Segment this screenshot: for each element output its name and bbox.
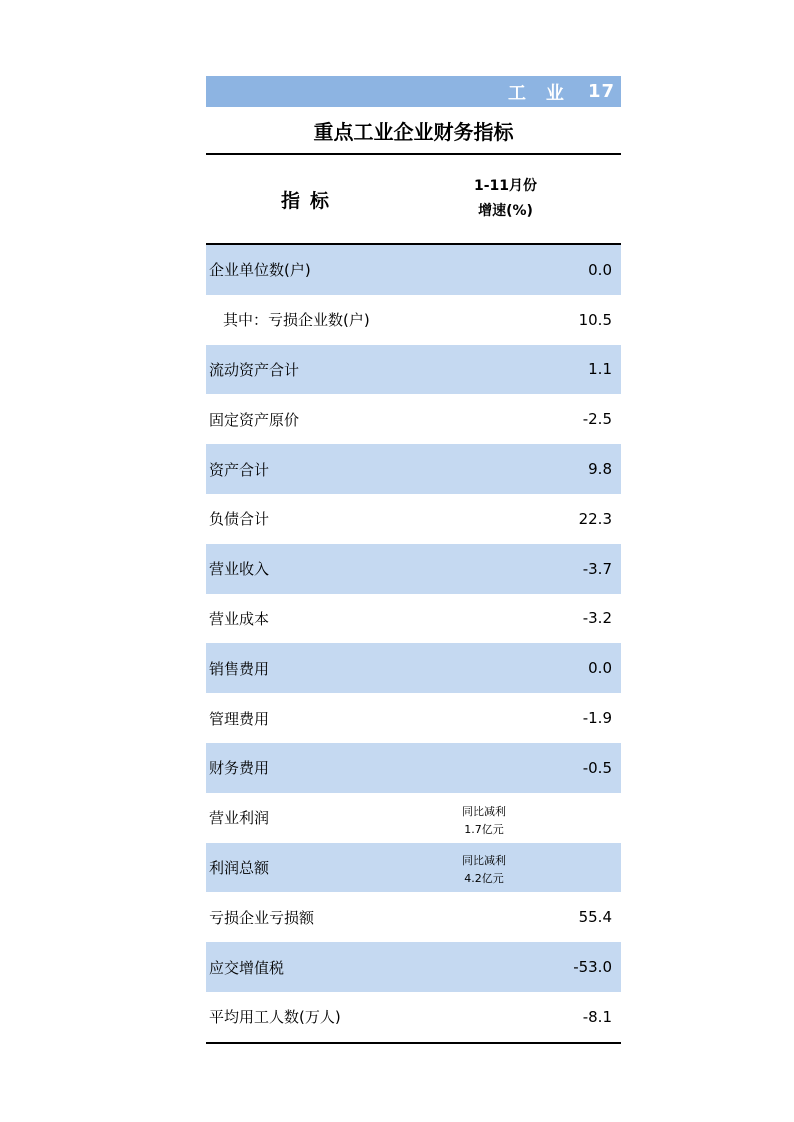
row-note <box>399 793 569 843</box>
row-note <box>399 843 569 893</box>
table-row <box>206 643 621 693</box>
row-name: 平均用工人数(万人) <box>209 1008 341 1027</box>
row-note-line1: 同比减利 <box>462 804 506 818</box>
period-column-header <box>402 155 609 243</box>
row-value: -1.9 <box>582 709 612 728</box>
section-header-band <box>206 76 621 107</box>
section-label: 工业 <box>507 82 584 104</box>
row-name: 应交增值税 <box>209 958 285 977</box>
row-name: 其中：亏损企业数(户) <box>223 311 370 330</box>
row-value: -3.2 <box>582 609 612 628</box>
table-row <box>206 942 621 992</box>
table-row <box>206 295 621 345</box>
row-value: 9.8 <box>588 460 612 479</box>
row-value: 10.5 <box>578 310 612 329</box>
table-body <box>206 245 621 1044</box>
row-name: 管理费用 <box>209 709 270 728</box>
table-row <box>206 345 621 395</box>
table-row <box>206 693 621 743</box>
row-name: 利润总额 <box>209 858 270 877</box>
row-value: 0.0 <box>588 659 612 678</box>
table-row <box>206 394 621 444</box>
table-row <box>206 444 621 494</box>
row-note-line2: 4.2亿元 <box>464 872 504 886</box>
table-header <box>206 155 621 245</box>
row-name: 负债合计 <box>209 510 270 529</box>
table-row <box>206 843 621 893</box>
table-row <box>206 594 621 644</box>
table-row <box>206 793 621 843</box>
table-row <box>206 892 621 942</box>
page-number: 17 <box>587 81 615 102</box>
row-name: 营业利润 <box>209 809 270 828</box>
row-note-line2: 1.7亿元 <box>464 822 504 836</box>
row-name: 财务费用 <box>209 759 270 778</box>
row-value: -3.7 <box>582 559 612 578</box>
row-value: 1.1 <box>588 360 612 379</box>
table-row <box>206 544 621 594</box>
row-value: -53.0 <box>573 958 612 977</box>
row-value: -0.5 <box>582 758 612 777</box>
row-name: 亏损企业亏损额 <box>209 908 315 927</box>
row-note-line1: 同比减利 <box>462 854 506 868</box>
table-row <box>206 245 621 295</box>
row-name: 营业收入 <box>209 560 270 579</box>
table-row <box>206 743 621 793</box>
report-page <box>206 76 621 1044</box>
row-name: 流动资产合计 <box>209 360 300 379</box>
row-name: 销售费用 <box>209 659 270 678</box>
row-name: 企业单位数(户) <box>209 261 311 280</box>
row-name: 营业成本 <box>209 609 270 628</box>
row-name: 资产合计 <box>209 460 270 479</box>
table-title: 重点工业企业财务指标 <box>206 107 621 155</box>
row-value: 0.0 <box>588 260 612 279</box>
indicator-column-header: 指标 <box>280 189 339 212</box>
row-value: 55.4 <box>578 908 612 927</box>
row-name: 固定资产原价 <box>209 410 300 429</box>
row-value: -8.1 <box>582 1007 612 1026</box>
row-value: -2.5 <box>582 410 612 429</box>
table-row <box>206 992 621 1042</box>
period-header-line2: 增速(%) <box>478 203 533 219</box>
table-row <box>206 494 621 544</box>
period-header-line1: 1-11月份 <box>473 178 538 194</box>
row-value: 22.3 <box>578 509 612 528</box>
